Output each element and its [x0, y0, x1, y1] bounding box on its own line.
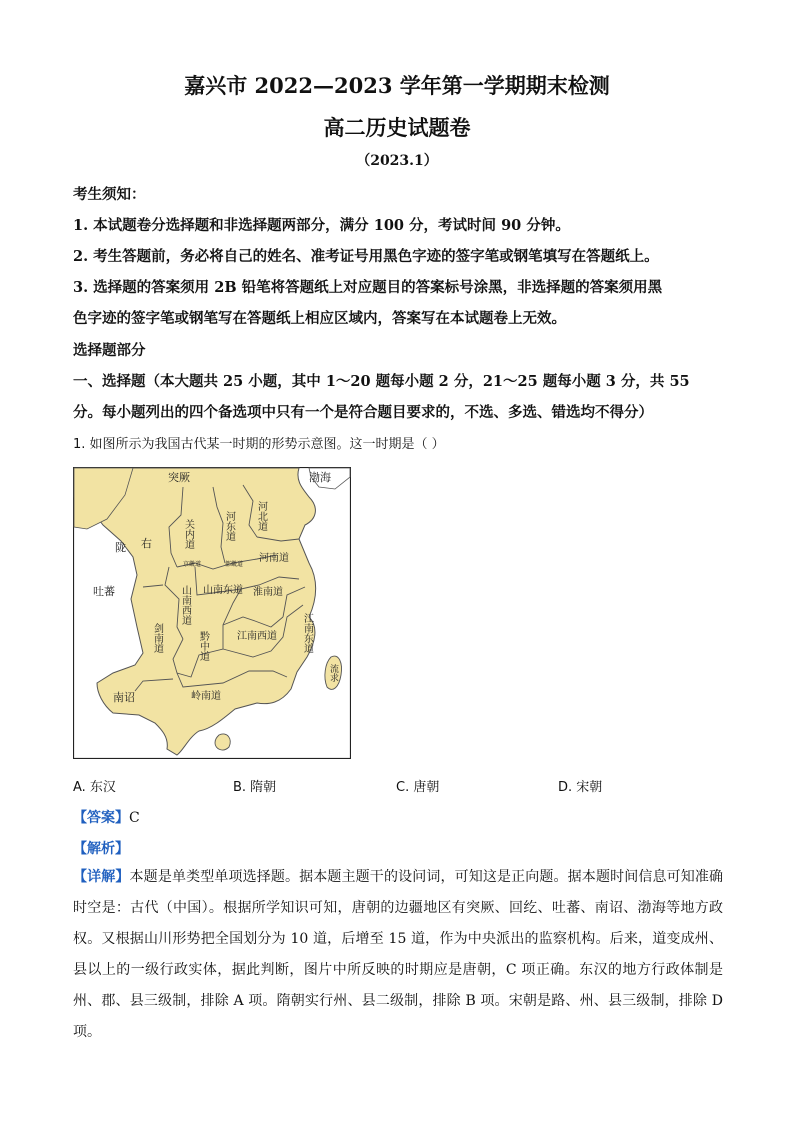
- section-intro-2: 分。每小题列出的四个备选项中只有一个是符合题目要求的，不选、多选、错选均不得分）: [73, 404, 653, 421]
- exam-subtitle: 高二历史试题卷: [323, 115, 471, 140]
- svg-text:流求: 流求: [328, 664, 338, 682]
- notice-heading: 考生须知：: [73, 186, 146, 203]
- label-henan: 河南道: [259, 553, 289, 564]
- svg-text:河北道: 河北道: [255, 501, 267, 531]
- notice-item-2: 2. 考生答题前，务必将自己的姓名、准考证号用黑色字迹的签字笔或钢笔填写在答题纸上。: [73, 248, 659, 265]
- analysis-line: [73, 838, 129, 858]
- section-intro-1: 一、选择题（本大题共 25 小题，其中 1～20 题每小题 2 分，21～25 题每小题 3 分，共 55: [73, 373, 690, 390]
- svg-text:河东道: 河东道: [223, 511, 235, 541]
- detail-tag: 【详解】: [73, 869, 130, 885]
- label-qianzhong: [198, 631, 210, 661]
- label-shannandong: 山南东道: [203, 585, 243, 596]
- label-jiangnandong: [302, 613, 314, 653]
- svg-text:关内道: 关内道: [182, 519, 194, 549]
- label-duji: 都畿道: [225, 561, 244, 568]
- answer-tag: 【答案】: [73, 810, 129, 826]
- label-huainan: 淮南道: [253, 587, 283, 598]
- label-guannei: [183, 519, 195, 549]
- label-tubo: 吐蕃: [93, 585, 115, 598]
- svg-text:剑南道: 剑南道: [151, 623, 163, 653]
- option-b: B. 隋朝: [233, 780, 277, 795]
- label-hedong: [224, 511, 236, 541]
- label-long: 陇: [115, 541, 126, 554]
- label-tujue: 突厥: [168, 471, 190, 484]
- notice-item-3: 3. 选择题的答案须用 2B 铅笔将答题纸上对应题目的答案标号涂黑，非选择题的答案须用黑: [73, 279, 663, 296]
- map-island-hainan: [215, 734, 230, 750]
- exam-date: （2023.1）: [356, 153, 438, 169]
- notice-item-3-cont: 色字迹的签字笔或钢笔写在答题纸上相应区域内，答案写在本试题卷上无效。: [73, 310, 566, 327]
- label-liuqiu: [328, 663, 339, 682]
- label-you: 右: [141, 537, 152, 550]
- analysis-tag: 【解析】: [73, 841, 129, 857]
- svg-text:江南东道: 江南东道: [301, 613, 313, 653]
- section-label: 选择题部分: [73, 342, 146, 359]
- answer-line: [73, 807, 140, 827]
- answer-value: C: [129, 810, 140, 826]
- svg-text:山南西道: 山南西道: [179, 585, 191, 625]
- option-a: A. 东汉: [73, 780, 116, 795]
- label-shannanxi: [180, 584, 192, 625]
- label-bohai: 渤海: [309, 471, 331, 484]
- label-jiannan: [152, 622, 164, 653]
- notice-item-1: 1. 本试题卷分选择题和非选择题两部分，满分 100 分，考试时间 90 分钟。: [73, 217, 570, 234]
- question-stem: 1. 如图所示为我国古代某一时期的形势示意图。这一时期是（ ）: [73, 437, 445, 452]
- label-jiangnanxi: 江南西道: [237, 631, 277, 642]
- option-d: D. 宋朝: [558, 780, 603, 795]
- label-jingji: 京畿道: [183, 561, 202, 568]
- tang-map-figure: [73, 467, 351, 759]
- label-lingnan: 岭南道: [191, 691, 221, 702]
- svg-text:黔中道: 黔中道: [197, 631, 209, 661]
- detail-paragraph: [73, 862, 723, 1048]
- label-hebei: [256, 501, 268, 531]
- label-nanzhao: 南诏: [113, 691, 135, 704]
- detail-text: 本题是单类型单项选择题。据本题主题干的设问词，可知这是正向题。据本题时间信息可知准确时空是：古代（中国）。根据所学知识可知，唐朝的边疆地区有突厥、回纥、吐蕃、南诏、渤海等地方政权。又根据山川形势把全国划分为 10 道，后增至 15 道，作为中央派出的监察机构。后来，道变成州、县以上的一级行政实体，据此判断，图片中所反映的时期应是唐朝，C 项正确。东汉的地方行政体制是州、郡、县三级制，排除 A 项。隋朝实行州、县二级制，排除 B 项。宋朝是路、州、县三级制，排除 D 项。: [73, 869, 724, 1040]
- exam-title: 嘉兴市 2022—2023 学年第一学期期末检测: [184, 73, 610, 98]
- option-c: C. 唐朝: [396, 780, 440, 795]
